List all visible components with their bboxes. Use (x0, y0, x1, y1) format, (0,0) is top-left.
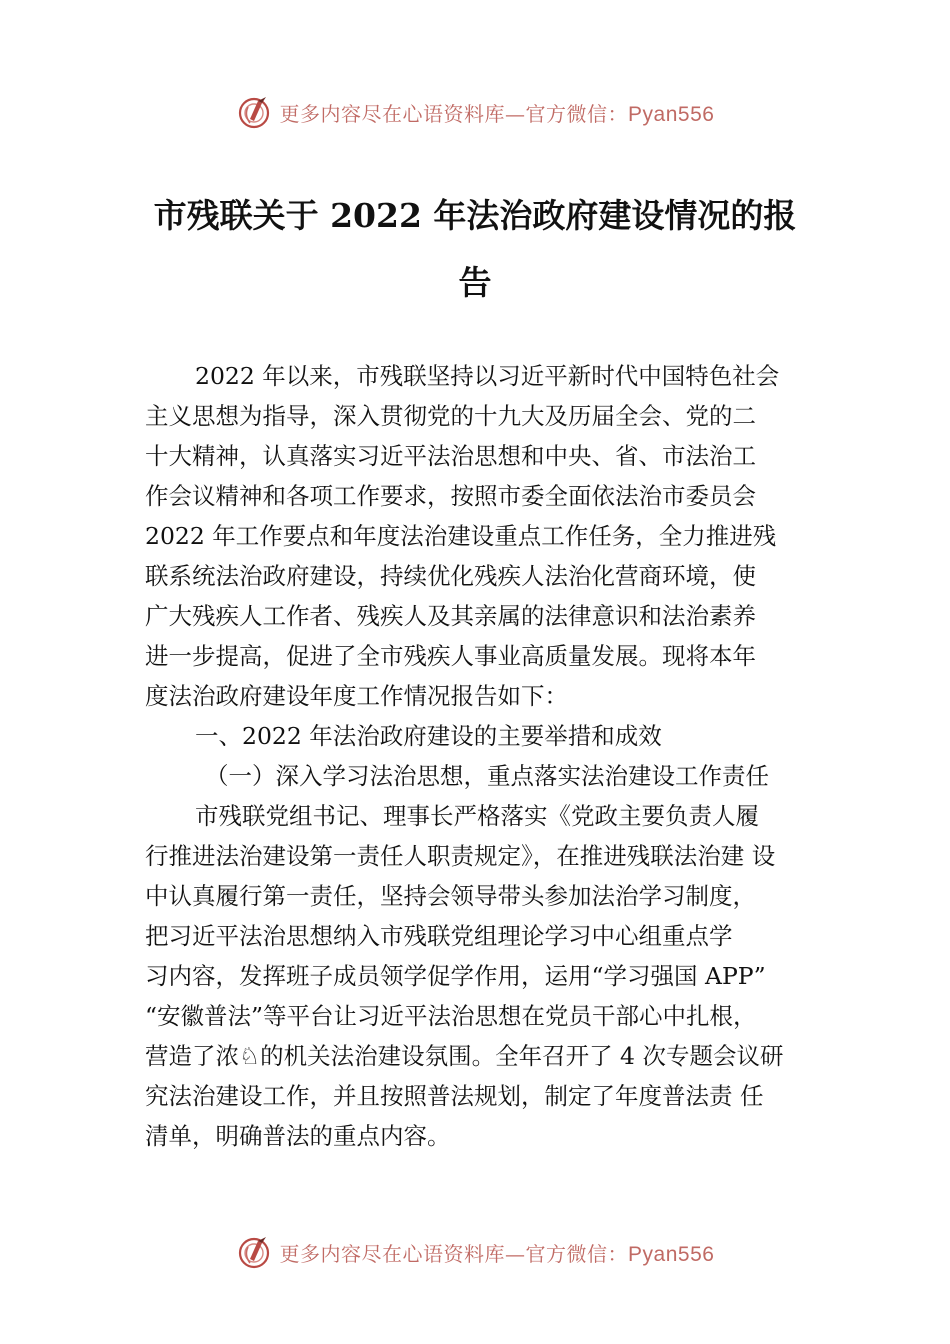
body-line: 度法治政府建设年度工作情况报告如下： (145, 682, 568, 710)
body-line: 联系统法治政府建设，持续优化残疾人法治化营商环境，使 (145, 562, 756, 590)
body-line: 进一步提高，促进了全市残疾人事业高质量发展。现将本年 (145, 642, 756, 670)
section-heading: 一、2022 年法治政府建设的主要举措和成效 (195, 722, 662, 750)
body-line: 中认真履行第一责任，坚持会领导带头参加法治学习制度， (145, 882, 756, 910)
body-line: “安徽普法”等平台让习近平法治思想在党员干部心中扎根， (145, 1002, 757, 1030)
document-title (140, 182, 810, 316)
brand-logo-icon (236, 1233, 274, 1271)
body-line: 2022 年以来，市残联坚持以习近平新时代中国特色社会 (195, 362, 780, 390)
body-line: 作会议精神和各项工作要求，按照市委全面依法治市委员会 (145, 482, 756, 510)
watermark-text: 更多内容尽在心语资料库—官方微信：Pyan556 (279, 1241, 715, 1266)
subsection-heading: （一）深入学习法治思想，重点落实法治建设工作责任 (205, 762, 769, 790)
body-line: 2022 年工作要点和年度法治建设重点工作任务，全力推进残 (145, 522, 777, 550)
body-line: 清单，明确普法的重点内容。 (145, 1122, 451, 1150)
document-title-line-1: 市残联关于 2022 年法治政府建设情况的报 (153, 196, 797, 235)
body-line: 广大残疾人工作者、残疾人及其亲属的法律意识和法治素养 (145, 602, 756, 630)
body-line: 营造了浓♘的机关法治建设氛围。全年召开了 4 次专题会议研 (145, 1042, 784, 1070)
document-body (145, 356, 810, 1156)
body-line: 市残联党组书记、理事长严格落实《党政主要负责人履 (195, 802, 759, 830)
body-line: 行推进法治建设第一责任人职责规定》，在推进残联法治建 设 (145, 842, 776, 870)
body-line: 十大精神，认真落实习近平法治思想和中央、省、市法治工 (145, 442, 756, 470)
watermark-banner-top (0, 90, 950, 134)
watermark-banner-bottom (0, 1230, 950, 1274)
body-line: 习内容，发挥班子成员领学促学作用，运用“学习强国 APP” (145, 962, 766, 990)
body-line: 主义思想为指导，深入贯彻党的十九大及历届全会、党的二 (145, 402, 756, 430)
watermark-text: 更多内容尽在心语资料库—官方微信：Pyan556 (279, 101, 715, 126)
body-line: 究法治建设工作，并且按照普法规划，制定了年度普法责 任 (145, 1082, 764, 1110)
body-line: 把习近平法治思想纳入市残联党组理论学习中心组重点学 (145, 922, 733, 950)
document-title-line-2: 告 (458, 263, 492, 302)
brand-logo-icon (236, 93, 274, 131)
